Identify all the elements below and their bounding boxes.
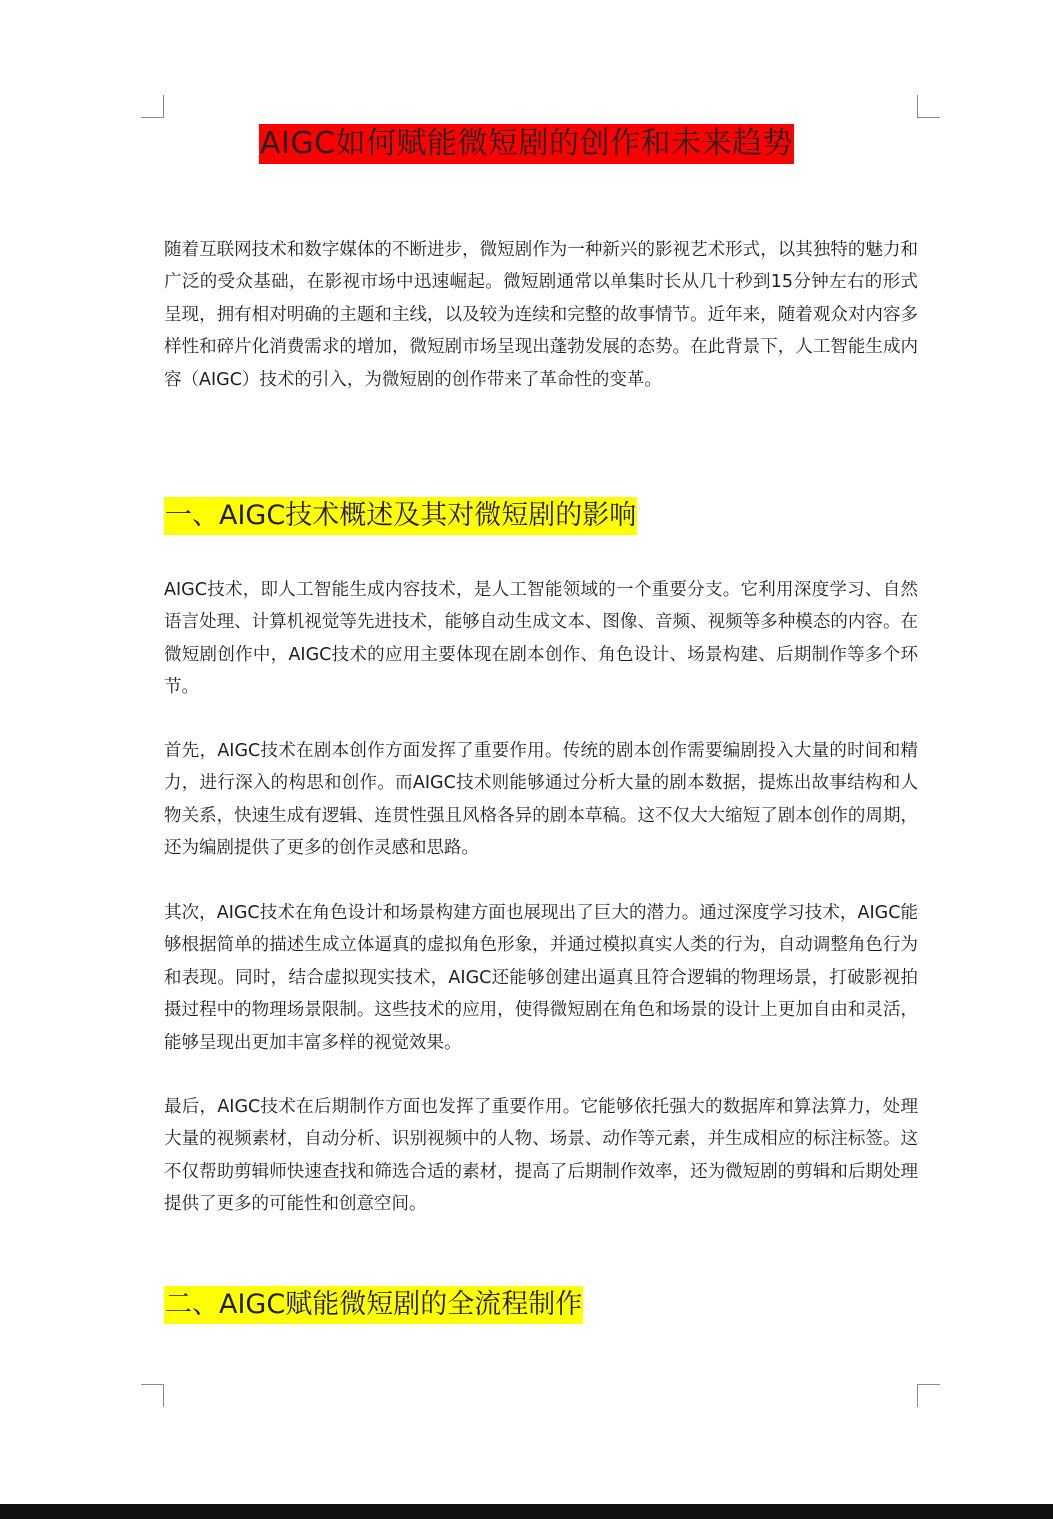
section-1-paragraph[interactable]: AIGC技术，即人工智能生成内容技术，是人工智能领域的一个重要分支。它利用深度学习、自然语言处理、计算机视觉等先进技术，能够自动生成文本、图像、音频、视频等多种模态的内容。在微短剧创作中，AIGC技术的应用主要体现在剧本创作、角色设计、场景构建、后期制作等多个环节。: [164, 580, 918, 698]
section1-paragraph-2-block: [164, 735, 918, 865]
section1-paragraph-1-block: [164, 574, 918, 704]
page-corner-mark-bottom-right: [917, 1384, 940, 1407]
page-corner-mark-top-left: [141, 95, 164, 118]
title-wrapper: [0, 124, 1053, 164]
intro-paragraph[interactable]: 随着互联网技术和数字媒体的不断进步，微短剧作为一种新兴的影视艺术形式，以其独特的魅力和广泛的受众基础，在影视市场中迅速崛起。微短剧通常以单集时长从几十秒到15分钟左右的形式呈现，拥有相对明确的主题和主线，以及较为连续和完整的故事情节。近年来，随着观众对内容多样性和碎片化消费需求的增加，微短剧市场呈现出蓬勃发展的态势。在此背景下，人工智能生成内容（AIGC）技术的引入，为微短剧的创作带来了革命性的变革。: [164, 240, 918, 390]
bottom-navigation-bar: [0, 1504, 1053, 1519]
page-corner-mark-top-right: [917, 95, 940, 118]
section-1-paragraph[interactable]: 其次，AIGC技术在角色设计和场景构建方面也展现出了巨大的潜力。通过深度学习技术，AIGC能够根据简单的描述生成立体逼真的虚拟角色形象，并通过模拟真实人类的行为，自动调整角色行为和表现。同时，结合虚拟现实技术，AIGC还能够创建出逼真且符合逻辑的物理场景，打破影视拍摄过程中的物理场景限制。这些技术的应用，使得微短剧在角色和场景的设计上更加自由和灵活，能够呈现出更加丰富多样的视觉效果。: [164, 903, 918, 1053]
section-1-heading[interactable]: 一、AIGC技术概述及其对微短剧的影响: [164, 497, 637, 535]
section-2-heading[interactable]: 二、AIGC赋能微短剧的全流程制作: [164, 1286, 583, 1324]
intro-block: [164, 234, 918, 396]
section-1-paragraph[interactable]: 最后，AIGC技术在后期制作方面也发挥了重要作用。它能够依托强大的数据库和算法算力，处理大量的视频素材，自动分析、识别视频中的人物、场景、动作等元素，并生成相应的标注标签。这不仅帮助剪辑师快速查找和筛选合适的素材，提高了后期制作效率，还为微短剧的剪辑和后期处理提供了更多的可能性和创意空间。: [164, 1097, 918, 1215]
section1-paragraph-4-block: [164, 1091, 918, 1221]
section2-heading-block: [164, 1286, 918, 1324]
document-title[interactable]: AIGC如何赋能微短剧的创作和未来趋势: [259, 124, 794, 164]
section-1-paragraph[interactable]: 首先，AIGC技术在剧本创作方面发挥了重要作用。传统的剧本创作需要编剧投入大量的时间和精力，进行深入的构思和创作。而AIGC技术则能够通过分析大量的剧本数据，提炼出故事结构和人物关系，快速生成有逻辑、连贯性强且风格各异的剧本草稿。这不仅大大缩短了剧本创作的周期，还为编剧提供了更多的创作灵感和思路。: [164, 741, 918, 859]
section1-heading-block: [164, 497, 918, 535]
section1-paragraph-3-block: [164, 897, 918, 1059]
page-corner-mark-bottom-left: [141, 1384, 164, 1407]
